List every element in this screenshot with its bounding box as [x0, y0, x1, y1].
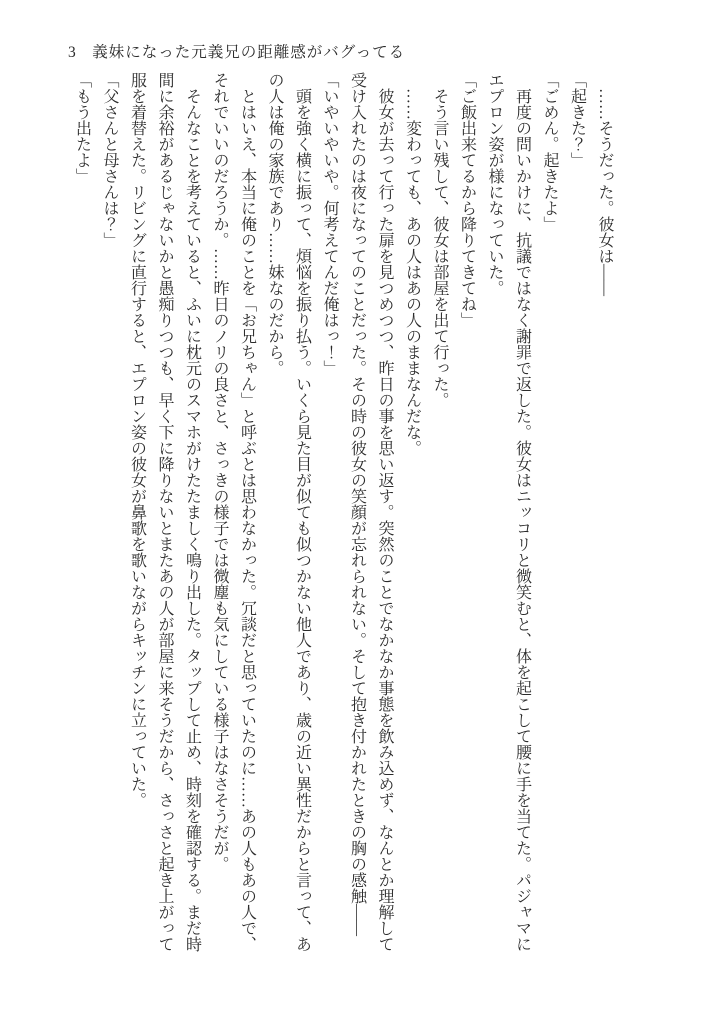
- body-text: [68, 72, 618, 962]
- paragraph: 彼女が去って行った扉を見つめつつ、昨日の事を思い返す。突然のことでなかなか事態を飲み込めず、なんとか理解して 受け入れたのは夜になってのことだった。その時の彼女の笑顔が忘れられない。そして抱き付かれたときの胸の感触――: [348, 72, 393, 952]
- paragraph: ……そうだった。彼女は――: [596, 72, 613, 296]
- chapter-title: 義妹になった元義兄の距離感がバグってる: [92, 44, 406, 61]
- paragraph: とはいえ、本当に俺のことを「お兄ちゃん」と呼ぶとは思わなかった。冗談だと思っていたのに……あの人もあの人で、 それでいいのだろうか。……昨日のノリの良さと、さっきの様子では微塵も気にしている様子はなさそうだが。: [211, 72, 256, 952]
- paragraph: 「もう出たよ」: [73, 72, 91, 184]
- page-header: [68, 40, 405, 62]
- paragraph: 頭を強く横に振って、煩悩を振り払う。いくら見た目が似ても似つかない他人であり、歳の近い異性だからと言って、あ の人は俺の家族であり……妹なのだから。: [266, 72, 311, 952]
- paragraph: そう言い残して、彼女は部屋を出て行った。: [431, 72, 448, 408]
- paragraph: ……変わっても、あの人はあの人のままなんだな。: [403, 72, 421, 456]
- paragraph: 再度の問いかけに、抗議ではなく謝罪で返した。彼女はニッコリと微笑むと、体を起こして腰に手を当てた。パジャマに エプロン姿が様になっていた。: [486, 72, 531, 952]
- paragraph: 「起きた？」: [568, 72, 586, 168]
- paragraph: 「ごめん。起きたよ」: [541, 72, 558, 232]
- paragraph: 「ご飯出来てるから降りてきてね」: [458, 72, 476, 328]
- paragraph: 「父さんと母さんは？」: [101, 72, 118, 248]
- paragraph: そんなことを考えていると、ふいに枕元のスマホがけたたましく鳴り出した。タップして止め、時刻を確認する。まだ時 間に余裕があるじゃないかと愚痴りつつも、早く下に降りないとまたあの人が部屋に来そうだから、さっさと起き上がって 服を着替えた。リビングに直行すると、エプロン姿の彼女が鼻歌を歌いながらキッチンに立っていた。: [128, 72, 201, 952]
- page-number: 3: [68, 44, 77, 61]
- paragraph: 「いやいやいや。何考えてんだ俺はっ！」: [321, 72, 338, 376]
